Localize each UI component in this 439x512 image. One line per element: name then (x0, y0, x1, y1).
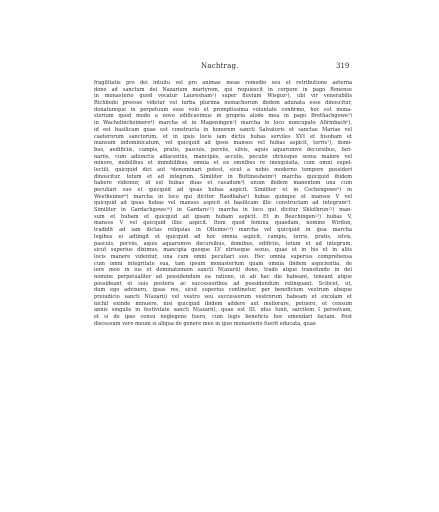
text-line: et si de ipso censu neglegens fuero, cum legis beneficio hoc emendari faciam. Post (94, 314, 352, 321)
text-line: in monasterio quod vocatur Lauresham¹) super fluvium Wisgoz²), ubi vir venerabilis (94, 93, 352, 100)
text-line: nariis, cum adiunctis adiacentiis, mancipiis, accolis, peculio utriusque sexus maiore vel (94, 153, 352, 160)
text-line: annis singulis in festivitate sancti N(azarii), quae est III. idus Iunii, sarcilem I persolvam, (94, 307, 352, 314)
text-line: minore, mobilibus et inmobilibus, omnia et ex omnibus re inexquisita, cum omni supel- (94, 160, 352, 167)
text-line: preiudicio sancti N(azarii) vel vestro seu successorum vestrorum habeam et excolam et (94, 294, 352, 300)
text-line: bus, aedificiis, campis, pratis, pascuis, perviis, silvis, aquis aquarumve decursibus, fari- (94, 146, 352, 153)
text-line: discessum vero meum si aliqua de genere meo in ipso monasterio fuerit educata, quae (94, 320, 316, 327)
running-title: Nachtrag. (201, 62, 239, 70)
text-line: caeterorum sanctorum, et in ipsis locis iam dictis hubas serviles XVI et hisobam et (94, 133, 352, 140)
text-line: possideant et suis posteris ac successoribus ad possidendum relinquant. Scilicet, ut, (94, 280, 352, 287)
text-line: peculiari suo et quicquid ad ipsas hubas aspicit. Similiter et in Cochengowe⁹) in (94, 187, 352, 193)
text-line: tradidit ad iam dictas reliquias in Otleimo¹⁴) marcha vel quicquid in ipsa marcha (94, 227, 352, 234)
text-line: mansos V vel quicquid illuc aspicit. Item quod femina quaedam, nomine Wirdun, (94, 220, 352, 227)
text-line: dono ad sanctum dei Nazarium martyrem, qui requiescit in corpore in pago Renense (94, 86, 352, 93)
text-line: pascuis, perviis, aquis aquarumve decursibus, domibus, edificiis, totum et ad integrum, (94, 240, 352, 247)
text-line: lectili, quicquid dici aut ⁸denominari potest, sicut a nobis moderno tempore possideri (94, 166, 352, 173)
page-header (0, 62, 439, 74)
text-line: Similiter in Gardachgowe¹⁰) in Gardaro¹¹) marcha in loco qui dicitur Shlotbrun¹²) man- (94, 207, 352, 214)
body-text (94, 80, 352, 327)
text-line: sicut superius diximus, mancipia quoque LV utriusque sexus, quae et in his et in aliis (94, 247, 352, 254)
text-line: id est basilicam quae est constructa in honorem sancti Salvatoris et sanctae Mariae vel (94, 126, 352, 133)
text-line: nomine perpetualiter ad possidendum ea ratione, ut ab hac die habeant, teneant atque (94, 273, 352, 280)
text-line: mansum indominicatum, vel quicquid ad ipsos mansos vel hubas aspicit, terris⁷), domi- (94, 140, 352, 147)
text-line: quicquid ad ipsas hubas vel mansos aspicit et basilicam illic constructam ad integrum⁹). (94, 200, 352, 207)
text-line: legibus ei adtingit et quicquid ad hoc omnia aspicit, campis, terris, pratis, silvis, (94, 233, 352, 240)
text-line: cum omni integritate sua, tam ipsum monasterium quam omnia ibidem aspicientia, de (94, 260, 352, 267)
text-line: dinoscitur, totum et ad integrum. Similiter in Buttinesheim⁹) marcha quicquid ibidem (94, 173, 352, 180)
text-line: nichil exinde minuere, nisi quicquid ibidem addere aut meliorare, potuero, et censum (94, 300, 352, 307)
text-line: locis manere videntur, una cum omni peculiari suo. Hec omnia superius comprehensa (94, 253, 352, 260)
text-line: donatumque in perpetuum esse volo et promptissima voluntate confirmo, hoc est mona- (94, 106, 352, 113)
text-line: dum ego advixero, ipsas res, sicut superius continetur, per beneficium vestrum absque (94, 287, 352, 294)
page-number: 319 (336, 62, 350, 70)
text-line: sterium quod modo a novo edificavimus in propria alode mea in pago Brethachgowe³) (94, 113, 352, 120)
text-line: sum et hubam et quicquid ad ipsam hubam aspicit. Et in Beechingen¹³) hubas V, (94, 213, 352, 220)
text-line: Richbodo preesse videtur vel turba plurima monachorum ibidem adunata esse dinoscitur, (94, 100, 352, 107)
text-line: Westheimer⁹) marcha in loco qui dicitur Raodhaha⁹) hubas quinque et mansos V vel (94, 193, 352, 200)
text-line: habere videmur, id est hubas duas et casadum⁹) unum ibidem manentem una cum (94, 180, 352, 187)
text-line: fragilitatis pro dei intuitu vel pro animae meae remedio seu et retributione aeterna (94, 80, 352, 86)
text-line: iure meo in ius et dominationem sancti N(azarii) dono, trado atque transfundo in dei (94, 267, 352, 274)
text-line: in Wachelincheimere⁴) marcha et in Mageningen⁵) marcha in loco nuncupato Allrinbach⁶), (94, 120, 352, 127)
